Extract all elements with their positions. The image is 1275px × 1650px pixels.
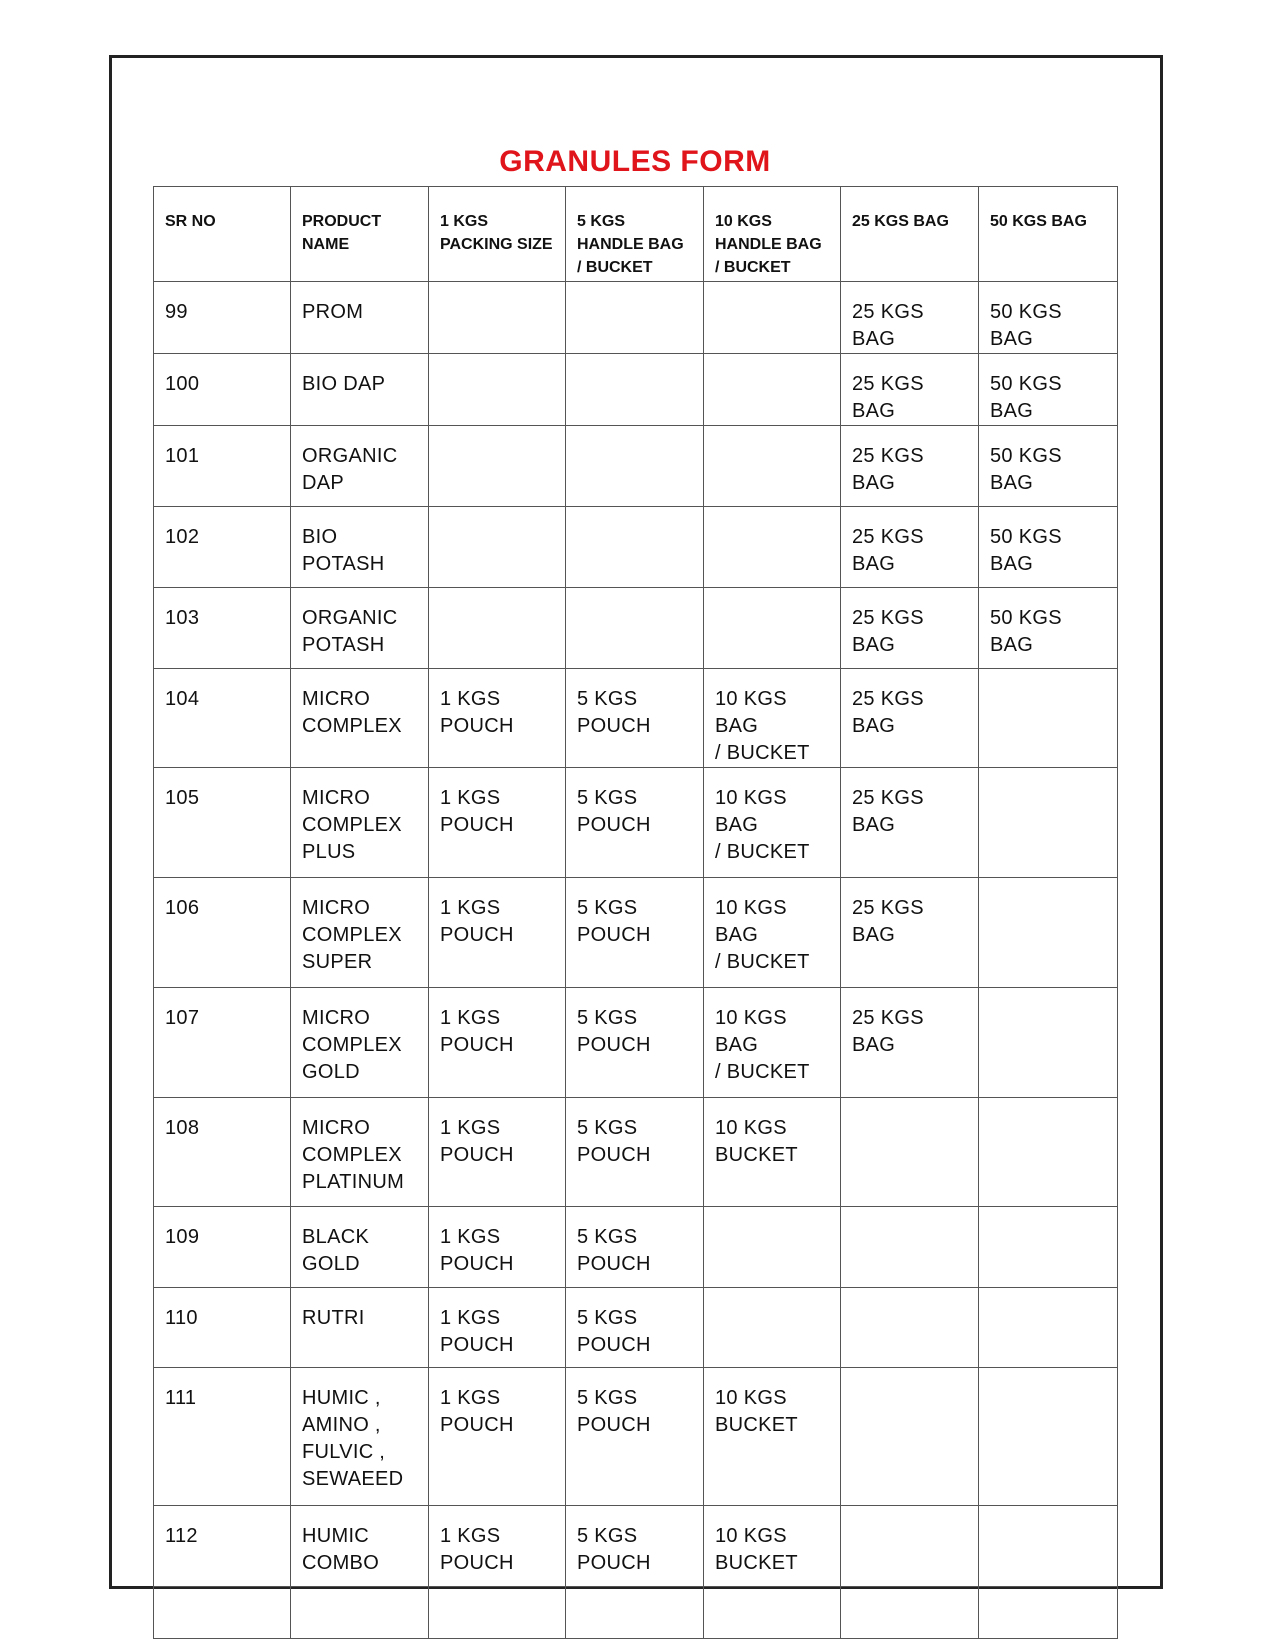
table-cell [429, 426, 566, 507]
table-cell: 5 KGS POUCH [566, 1207, 704, 1288]
table-cell [429, 507, 566, 588]
table-cell [841, 1368, 979, 1506]
table-cell: 50 KGS BAG [979, 354, 1118, 426]
table-cell: 25 KGS BAG [841, 588, 979, 669]
table-row [154, 588, 1118, 669]
column-header: 25 KGS BAG [841, 187, 979, 282]
table-row [154, 988, 1118, 1098]
table-cell: MICRO COMPLEX PLUS [291, 768, 429, 878]
table-cell [704, 354, 841, 426]
table-cell: HUMIC , AMINO , FULVIC , SEWAEED [291, 1368, 429, 1506]
table-cell: BLACK GOLD [291, 1207, 429, 1288]
table-cell: 50 KGS BAG [979, 588, 1118, 669]
table-cell [429, 588, 566, 669]
table-cell: 25 KGS BAG [841, 669, 979, 768]
table-cell: 10 KGS BAG / BUCKET [704, 878, 841, 988]
table-cell [979, 1587, 1118, 1639]
table-row [154, 768, 1118, 878]
table-cell: 50 KGS BAG [979, 426, 1118, 507]
table-cell [979, 878, 1118, 988]
table-cell: 105 [154, 768, 291, 878]
table-row [154, 1207, 1118, 1288]
table-cell: 10 KGS BAG / BUCKET [704, 988, 841, 1098]
table-row [154, 878, 1118, 988]
table-cell: 5 KGS POUCH [566, 1098, 704, 1207]
table-cell: 5 KGS POUCH [566, 768, 704, 878]
table-cell [841, 1207, 979, 1288]
table-cell: 106 [154, 878, 291, 988]
table-cell: RUTRI [291, 1288, 429, 1368]
table-cell: 1 KGS POUCH [429, 1506, 566, 1587]
table-cell: MICRO COMPLEX GOLD [291, 988, 429, 1098]
table-cell [566, 507, 704, 588]
table-cell: 1 KGS POUCH [429, 1368, 566, 1506]
table-cell [566, 1587, 704, 1639]
table-cell: 108 [154, 1098, 291, 1207]
table-row [154, 282, 1118, 354]
table-row [154, 354, 1118, 426]
table-cell [841, 1288, 979, 1368]
table-cell: 50 KGS BAG [979, 282, 1118, 354]
table-cell: 1 KGS POUCH [429, 1207, 566, 1288]
table-cell: 1 KGS POUCH [429, 1098, 566, 1207]
table-row [154, 1368, 1118, 1506]
table-header-row [154, 187, 1118, 282]
table-cell: 25 KGS BAG [841, 768, 979, 878]
table-cell: 99 [154, 282, 291, 354]
table-cell [566, 354, 704, 426]
table-row [154, 669, 1118, 768]
table-cell: 10 KGS BAG / BUCKET [704, 669, 841, 768]
table-cell: 25 KGS BAG [841, 426, 979, 507]
table-cell [704, 1288, 841, 1368]
table-cell: 25 KGS BAG [841, 507, 979, 588]
table-cell: 5 KGS POUCH [566, 878, 704, 988]
table-cell [429, 354, 566, 426]
table-cell [979, 768, 1118, 878]
table-cell: 102 [154, 507, 291, 588]
table-cell: 10 KGS BUCKET [704, 1368, 841, 1506]
table-cell [704, 426, 841, 507]
table-cell: MICRO COMPLEX SUPER [291, 878, 429, 988]
table-cell [704, 1587, 841, 1639]
table-cell: 5 KGS POUCH [566, 669, 704, 768]
table-cell [704, 1207, 841, 1288]
column-header: SR NO [154, 187, 291, 282]
table-cell [566, 282, 704, 354]
table-cell: MICRO COMPLEX PLATINUM [291, 1098, 429, 1207]
table-cell: 25 KGS BAG [841, 354, 979, 426]
table-cell [566, 426, 704, 507]
table-cell: 10 KGS BAG / BUCKET [704, 768, 841, 878]
table-row [154, 1587, 1118, 1639]
table-cell [841, 1587, 979, 1639]
table-row [154, 1506, 1118, 1587]
table-cell: 5 KGS POUCH [566, 1368, 704, 1506]
table-cell: 10 KGS BUCKET [704, 1506, 841, 1587]
table-cell: 1 KGS POUCH [429, 1288, 566, 1368]
table-cell: 100 [154, 354, 291, 426]
document-title: GRANULES FORM [499, 145, 771, 178]
table-cell: 50 KGS BAG [979, 507, 1118, 588]
table-cell [704, 282, 841, 354]
table-row [154, 1288, 1118, 1368]
table-row [154, 1098, 1118, 1207]
table-cell: BIO DAP [291, 354, 429, 426]
table-cell: 109 [154, 1207, 291, 1288]
table-cell [429, 1587, 566, 1639]
table-cell: 5 KGS POUCH [566, 988, 704, 1098]
table-cell [704, 507, 841, 588]
column-header: 5 KGS HANDLE BAG / BUCKET [566, 187, 704, 282]
table-cell: 110 [154, 1288, 291, 1368]
table-cell: 5 KGS POUCH [566, 1288, 704, 1368]
table-cell: 104 [154, 669, 291, 768]
table-cell: 112 [154, 1506, 291, 1587]
table-body [154, 282, 1118, 1639]
table-cell: 107 [154, 988, 291, 1098]
table-cell: 25 KGS BAG [841, 282, 979, 354]
table-cell [979, 1288, 1118, 1368]
table-cell: 1 KGS POUCH [429, 669, 566, 768]
table-cell: 25 KGS BAG [841, 878, 979, 988]
table-cell: 111 [154, 1368, 291, 1506]
table-cell: HUMIC COMBO [291, 1506, 429, 1587]
table-row [154, 426, 1118, 507]
table-cell [154, 1587, 291, 1639]
table-cell: MICRO COMPLEX [291, 669, 429, 768]
table-cell: 1 KGS POUCH [429, 878, 566, 988]
table-cell [704, 588, 841, 669]
table-cell [979, 1098, 1118, 1207]
table-cell [291, 1587, 429, 1639]
table-cell: 25 KGS BAG [841, 988, 979, 1098]
table-cell [979, 669, 1118, 768]
table-cell [979, 1506, 1118, 1587]
table-cell: 103 [154, 588, 291, 669]
table-cell: 1 KGS POUCH [429, 988, 566, 1098]
granules-table [153, 186, 1118, 1639]
table-row [154, 507, 1118, 588]
column-header: 10 KGS HANDLE BAG / BUCKET [704, 187, 841, 282]
table-cell [566, 588, 704, 669]
table-cell [429, 282, 566, 354]
column-header: 1 KGS PACKING SIZE [429, 187, 566, 282]
table-cell [979, 1207, 1118, 1288]
column-header: PRODUCT NAME [291, 187, 429, 282]
column-header: 50 KGS BAG [979, 187, 1118, 282]
table-cell: 101 [154, 426, 291, 507]
table-cell: BIO POTASH [291, 507, 429, 588]
table-cell: PROM [291, 282, 429, 354]
table-cell [979, 1368, 1118, 1506]
table-cell: ORGANIC POTASH [291, 588, 429, 669]
table-cell: ORGANIC DAP [291, 426, 429, 507]
table-cell [841, 1098, 979, 1207]
table-cell: 10 KGS BUCKET [704, 1098, 841, 1207]
table-cell [979, 988, 1118, 1098]
table-cell [841, 1506, 979, 1587]
table-cell: 1 KGS POUCH [429, 768, 566, 878]
table-cell: 5 KGS POUCH [566, 1506, 704, 1587]
